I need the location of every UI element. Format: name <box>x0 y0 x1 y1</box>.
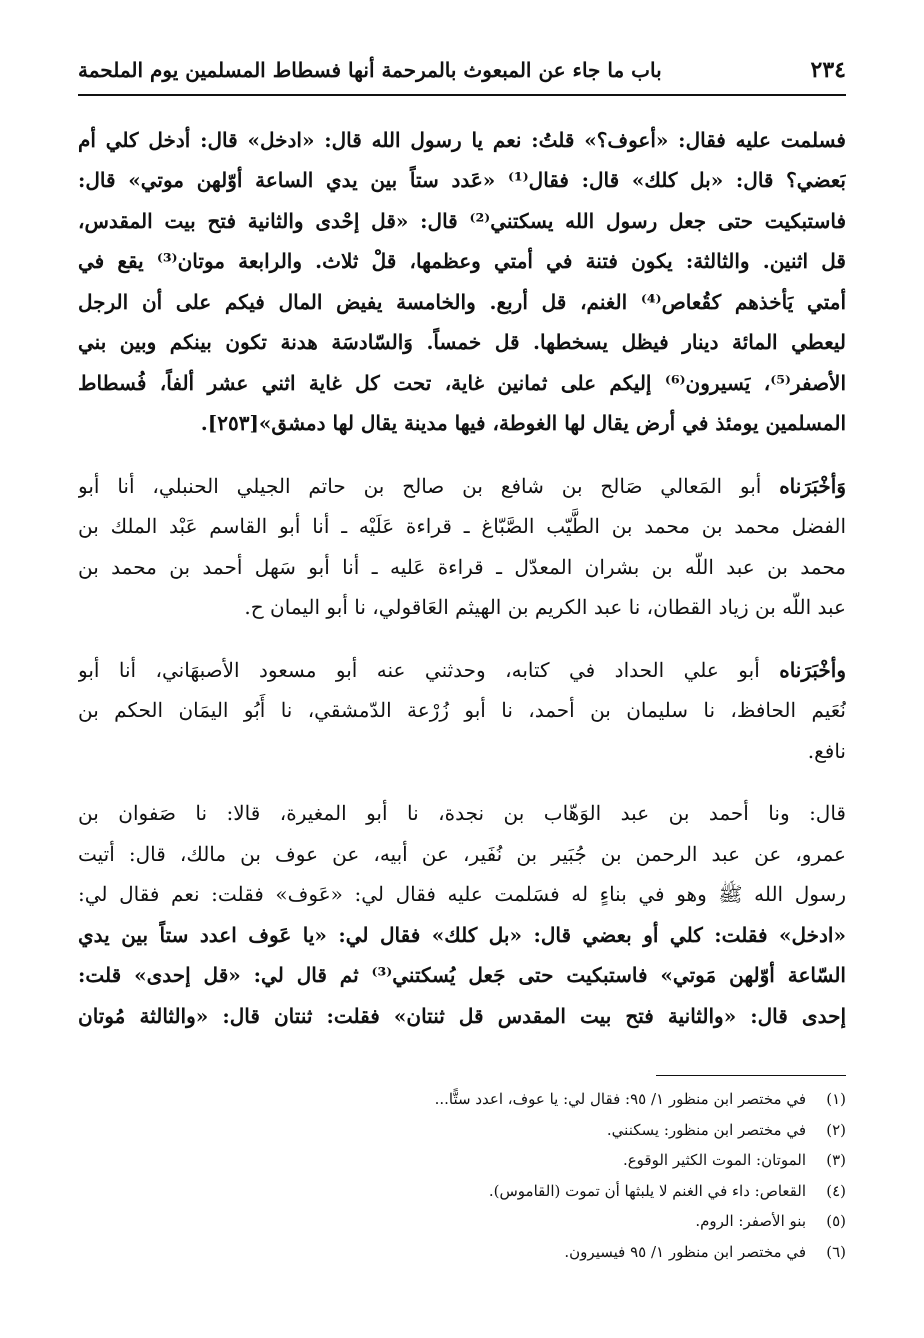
text-line: نُعَيم الحافظ، نا سليمان بن أحمد، نا أبو زُرْعة الدّمشقي، نا أَبُو اليمَان الحكم بن <box>78 698 846 723</box>
text-line: بَعضي؟ قال: «بل كلك» قال: فقال⁽¹⁾ «عَدد ستاً بين يدي الساعة أوّلهن موتي» قال: <box>78 168 846 193</box>
text-line: قال: ونا أحمد بن عبد الوَهّاب بن نجدة، نا أبو المغيرة، قالا: نا صَفوان بن <box>78 801 846 826</box>
footnote <box>78 1206 846 1237</box>
footnote-number: (٢) <box>826 1120 846 1139</box>
footnote-divider <box>656 1075 846 1076</box>
footnote-text: في مختصر ابن منظور ١/ ٩٥ فيسيرون. <box>564 1242 806 1261</box>
text-line: فسلمت عليه فقال: «أعوف؟» قلتُ: نعم يا رسول الله قال: «ادخل» قال: أدخل كلي أم <box>78 127 846 152</box>
footnote-number: (٦) <box>826 1242 846 1261</box>
text-line: ليعطي المائة دينار فيظل يسخطها. قل خمساً. وَالسّادسَة هدنة تكون بينكم وبين بني <box>78 330 846 355</box>
text-line <box>78 466 846 507</box>
footnote <box>78 1176 846 1207</box>
footnote-number: (٥) <box>826 1212 846 1230</box>
running-header <box>78 55 846 96</box>
footnote-number: (١) <box>826 1090 846 1108</box>
footnote <box>78 1237 846 1268</box>
footnote-number: (٣) <box>826 1151 846 1169</box>
hadith-paragraph <box>78 793 846 1036</box>
text-line: عمرو، عن عبد الرحمن بن جُبَير بن نُفَير، عن أبيه، عن عوف بن مالك، قال: أتيت <box>78 841 846 866</box>
footnote <box>78 1084 846 1115</box>
isnad-paragraph <box>78 650 846 772</box>
text-line: الأصفر⁽⁵⁾، يَسيرون⁽⁶⁾ إليكم على ثمانين غاية، تحت كل غاية اثني عشر ألفاً، فُسطاط <box>78 370 846 395</box>
lead-word: وَأخْبَرَناه <box>779 473 846 498</box>
book-page <box>78 55 846 1318</box>
footnote-number: (٤) <box>826 1181 846 1200</box>
footnote-text: بنو الأصفر: الروم. <box>695 1212 806 1230</box>
hadith-paragraph <box>78 120 846 444</box>
footnotes <box>78 1075 846 1267</box>
footnote-text: في مختصر ابن منظور: يسكنني. <box>606 1120 806 1139</box>
text-line: نافع. <box>807 738 846 763</box>
text-line: إحدى قال: «والثانية فتح بيت المقدس قل ثنتان» فقلت: ثنتان قال: «والثالثة مُوتان <box>78 1003 846 1028</box>
line-text: أبو علي الحداد في كتابه، وحدثني عنه أبو مسعود الأصبهَاني، أنا أبو <box>78 657 760 682</box>
text-line: أمتي يَأخذهم كقُعاص⁽⁴⁾ الغنم، قل أربع. والخامسة يفيض المال فيكم على أن الرجل <box>78 289 846 314</box>
text-line: عبد اللّه بن زياد القطان، نا عبد الكريم بن الهيثم العَاقولي، نا أبو اليمان ح. <box>244 595 846 620</box>
lead-word: وأخْبَرَناه <box>779 657 846 682</box>
text-line: السّاعة أوّلهن مَوتي» فاستبكيت حتى جَعل يُسكتني⁽³⁾ ثم قال لي: «قل إحدى» قلت: <box>78 963 846 988</box>
text-line: فاستبكيت حتى جعل رسول الله يسكتني⁽²⁾ قال: «قل إحْدى والثانية فتح بيت المقدس، <box>78 208 846 233</box>
text-line: الفضل محمد بن محمد بن الطَّيّب الصَّبّاغ ـ قراءة عَلَيْه ـ أنا أبو القاسم عَبْد الملك بن <box>78 514 846 539</box>
footnote <box>78 1115 846 1146</box>
text-line: المسلمين يومئذ في أرض يقال لها الغوطة، فيها مدينة يقال لها دمشق»[٢٥٣]. <box>200 411 846 436</box>
text-line: «ادخل» فقلت: كلي أو بعضي قال: «بل كلك» فقال لي: «يا عَوف اعدد ستاً بين يدي <box>78 922 846 947</box>
text-line: محمد بن عبد اللّه بن بشران المعدّل ـ قراءة عَليه ـ أنا أبو سَهل أحمد بن محمد بن <box>78 554 846 579</box>
main-text <box>78 120 846 1037</box>
chapter-title: باب ما جاء عن المبعوث بالمرحمة أنها فسطاط المسلمين يوم الملحمة <box>78 58 662 82</box>
text-line: قل اثنين. والثالثة: يكون فتنة في أمتي وعظمها، قلْ ثلاث. والرابعة موتان⁽³⁾ يقع في <box>78 249 846 274</box>
footnote-text: القعاص: داء في الغنم لا يلبثها أن تموت (القاموس). <box>488 1181 806 1200</box>
footnote-text: الموتان: الموت الكثير الوقوع. <box>622 1151 806 1169</box>
isnad-paragraph <box>78 466 846 628</box>
text-line <box>78 650 846 691</box>
footnote <box>78 1145 846 1176</box>
text-line: رسول الله ﷺ وهو في بناءٍ له فسَلمت عليه فقال لي: «عَوف» فقلت: نعم فقال لي: <box>78 882 846 907</box>
footnote-text: في مختصر ابن منظور ١/ ٩٥: فقال لي: يا عوف، اعدد ستًّا... <box>434 1090 806 1108</box>
page-number: ٢٣٤ <box>810 57 846 83</box>
line-text: أبو المَعالي صَالح بن شافع بن صالح بن حاتم الجيلي الحنبلي، أنا أبو <box>78 473 762 498</box>
